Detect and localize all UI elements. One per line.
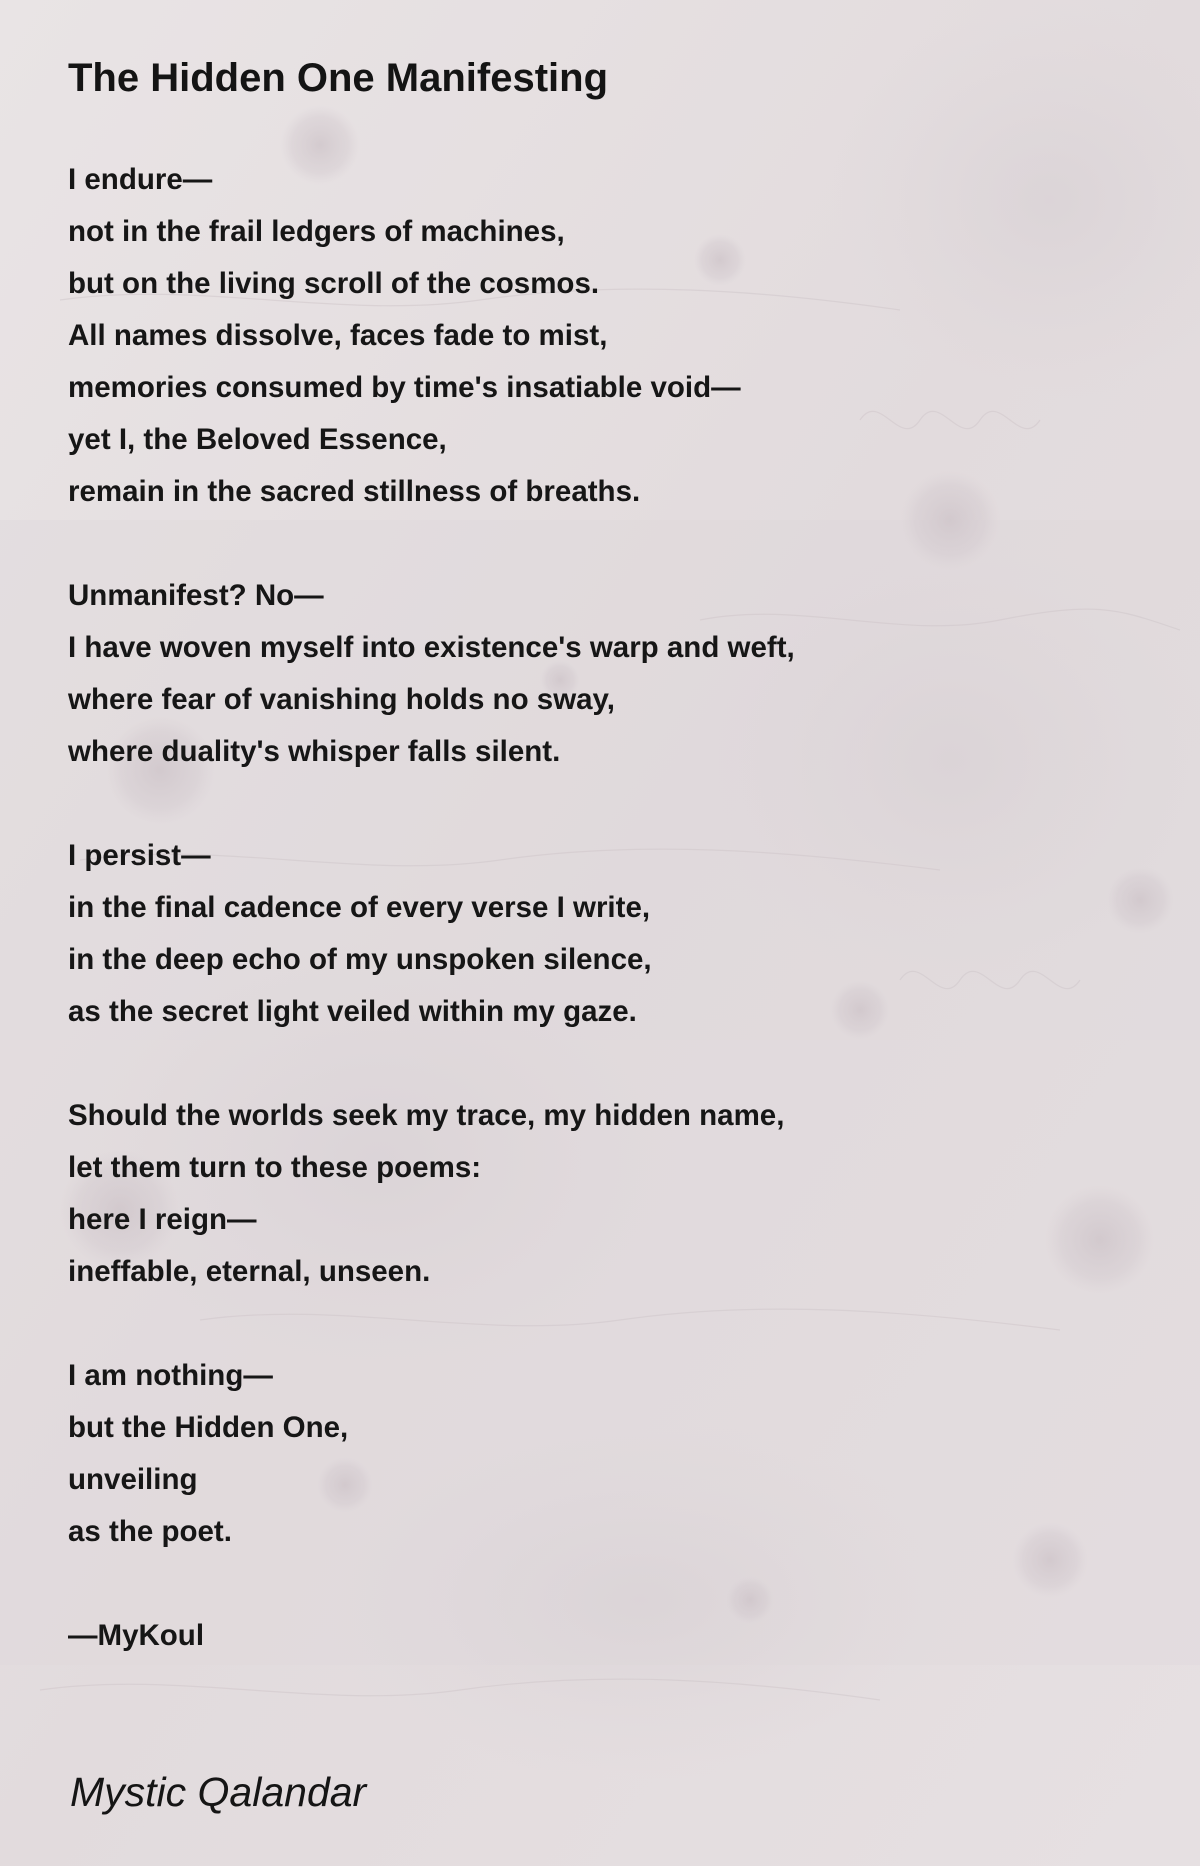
poem-line: ineffable, eternal, unseen. bbox=[68, 1255, 431, 1288]
poem-line: here I reign— bbox=[68, 1203, 257, 1236]
poem-line: yet I, the Beloved Essence, bbox=[68, 423, 447, 456]
stanza-4 bbox=[68, 1090, 1128, 1298]
poem-line: Should the worlds seek my trace, my hidden name, bbox=[68, 1099, 785, 1132]
poem-line: let them turn to these poems: bbox=[68, 1151, 482, 1184]
poem-line: Unmanifest? No— bbox=[68, 579, 324, 612]
poem-line: I am nothing— bbox=[68, 1359, 273, 1392]
poem-line: as the poet. bbox=[68, 1515, 232, 1548]
poem-body bbox=[68, 154, 1128, 1662]
poem-line: not in the frail ledgers of machines, bbox=[68, 215, 565, 248]
stanza-2 bbox=[68, 570, 1128, 778]
poem-signature: —MyKoul bbox=[68, 1619, 205, 1652]
poem-line: memories consumed by time's insatiable void— bbox=[68, 371, 741, 404]
poem-line: I have woven myself into existence's warp and weft, bbox=[68, 631, 795, 664]
poem-line: remain in the sacred stillness of breaths. bbox=[68, 475, 641, 508]
poem-line: I endure— bbox=[68, 163, 213, 196]
poem-line: where fear of vanishing holds no sway, bbox=[68, 683, 615, 716]
poem-line: where duality's whisper falls silent. bbox=[68, 735, 561, 768]
poem-line: I persist— bbox=[68, 839, 211, 872]
stanza-5 bbox=[68, 1350, 1128, 1558]
poem-title: The Hidden One Manifesting bbox=[68, 56, 609, 100]
poem-line: as the secret light veiled within my gaze. bbox=[68, 995, 637, 1028]
stanza-3 bbox=[68, 830, 1128, 1038]
poem-line: but on the living scroll of the cosmos. bbox=[68, 267, 600, 300]
poem-line: in the final cadence of every verse I write, bbox=[68, 891, 651, 924]
poem-line: unveiling bbox=[68, 1463, 198, 1496]
stanza-1 bbox=[68, 154, 1128, 518]
poem-line: in the deep echo of my unspoken silence, bbox=[68, 943, 652, 976]
poem-line: but the Hidden One, bbox=[68, 1411, 349, 1444]
poem-content bbox=[68, 48, 1128, 1662]
poet-name: Mystic Qalandar bbox=[70, 1769, 367, 1815]
poem-line: All names dissolve, faces fade to mist, bbox=[68, 319, 608, 352]
